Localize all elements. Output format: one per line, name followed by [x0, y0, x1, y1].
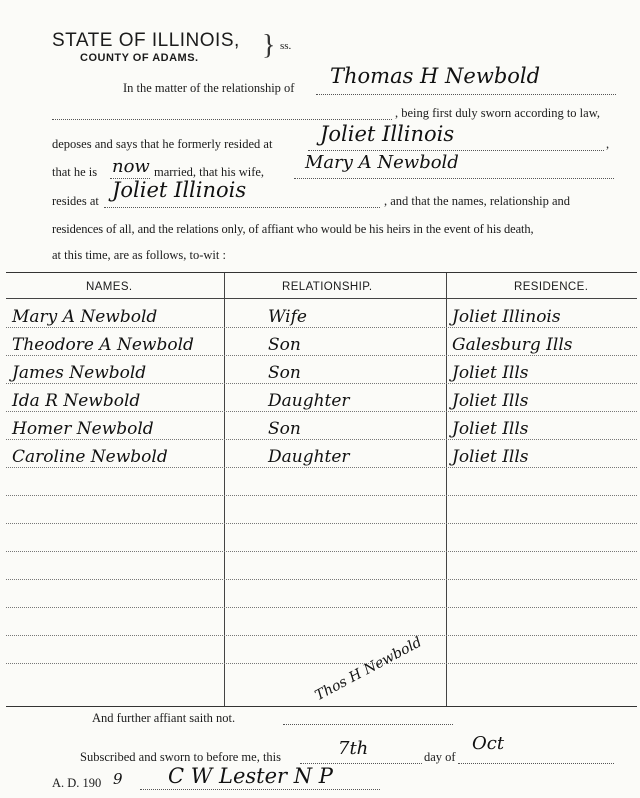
row-rule	[6, 495, 637, 496]
row-rule	[6, 551, 637, 552]
affiant-signature: Thos H Newbold	[312, 634, 425, 704]
sworn-text: , being first duly sworn according to law,	[395, 106, 601, 120]
heir-name: Ida R Newbold	[12, 391, 141, 411]
heir-name: Mary A Newbold	[12, 307, 158, 327]
row-rule	[6, 411, 637, 412]
header-rule	[6, 298, 637, 299]
ss-mark: ss.	[280, 40, 292, 52]
row-rule	[6, 579, 637, 580]
heir-residence: Joliet Ills	[452, 363, 529, 383]
heir-name: James Newbold	[12, 363, 147, 383]
row-rule	[6, 355, 637, 356]
header-residence: RESIDENCE.	[514, 281, 589, 293]
subscribed-text: Subscribed and sworn to before me, this	[80, 750, 282, 764]
row-rule	[6, 439, 637, 440]
row-rule	[6, 635, 637, 636]
header-names: NAMES.	[86, 281, 133, 293]
day-of-label: day of	[424, 750, 456, 764]
wife-residence: Joliet Illinois	[112, 178, 247, 202]
signature-line	[283, 724, 453, 725]
affiant-name-line	[316, 94, 616, 95]
row-rule	[6, 467, 637, 468]
heir-name: Homer Newbold	[12, 419, 154, 439]
column-divider	[446, 273, 447, 706]
row-rule	[6, 523, 637, 524]
relationship-label: In the matter of the relationship of	[123, 81, 295, 95]
wife-name: Mary A Newbold	[305, 152, 459, 173]
heirs-table	[6, 272, 637, 707]
officer-signature: C W Lester N P	[168, 764, 333, 788]
heir-relationship: Wife	[268, 307, 307, 327]
column-divider	[224, 273, 225, 706]
married-label: married, that his wife,	[154, 165, 265, 179]
ad-label: A. D. 190	[52, 776, 102, 790]
month-line	[458, 763, 614, 764]
heir-relationship: Daughter	[268, 391, 350, 411]
marital-status: now	[112, 156, 150, 177]
heir-residence: Galesburg Ills	[452, 335, 573, 355]
row-rule	[6, 607, 637, 608]
row-rule	[6, 383, 637, 384]
brace-mark: }	[262, 30, 276, 61]
formerly-resided-label: deposes and says that he formerly resided at	[52, 137, 273, 151]
heir-name: Caroline Newbold	[12, 447, 168, 467]
heir-relationship: Son	[268, 419, 301, 439]
residences-text: residences of all, and the relations only, of affiant who would be his heirs in the event of his death,	[52, 222, 534, 236]
heir-relationship: Son	[268, 335, 301, 355]
state-heading: STATE OF ILLINOIS,	[52, 30, 240, 51]
he-is-label: that he is	[52, 165, 98, 179]
heir-residence: Joliet Ills	[452, 391, 529, 411]
wife-name-line	[294, 178, 614, 179]
heir-residence: Joliet Ills	[452, 447, 529, 467]
heir-residence: Joliet Illinois	[452, 307, 561, 327]
former-residence: Joliet Illinois	[320, 122, 455, 146]
affiant-name: Thomas H Newbold	[330, 64, 541, 88]
month: Oct	[472, 733, 505, 754]
officer-line	[140, 789, 380, 790]
blank-line	[52, 119, 392, 120]
heir-name: Theodore A Newbold	[12, 335, 194, 355]
county-heading: COUNTY OF ADAMS.	[80, 52, 199, 64]
row-rule	[6, 663, 637, 664]
heirs-text: , and that the names, relationship and	[384, 194, 571, 208]
heir-relationship: Son	[268, 363, 301, 383]
header-relationship: RELATIONSHIP.	[282, 281, 373, 293]
year-digit: 9	[113, 770, 123, 788]
comma: ,	[606, 137, 610, 151]
heir-relationship: Daughter	[268, 447, 350, 467]
row-rule	[6, 327, 637, 328]
further-text: And further affiant saith not.	[92, 711, 236, 725]
day-number: 7th	[338, 738, 369, 759]
former-residence-line	[308, 150, 604, 151]
resides-label: resides at	[52, 194, 99, 208]
heir-residence: Joliet Ills	[452, 419, 529, 439]
to-wit-text: at this time, are as follows, to-wit :	[52, 248, 226, 262]
wife-residence-line	[104, 207, 380, 208]
